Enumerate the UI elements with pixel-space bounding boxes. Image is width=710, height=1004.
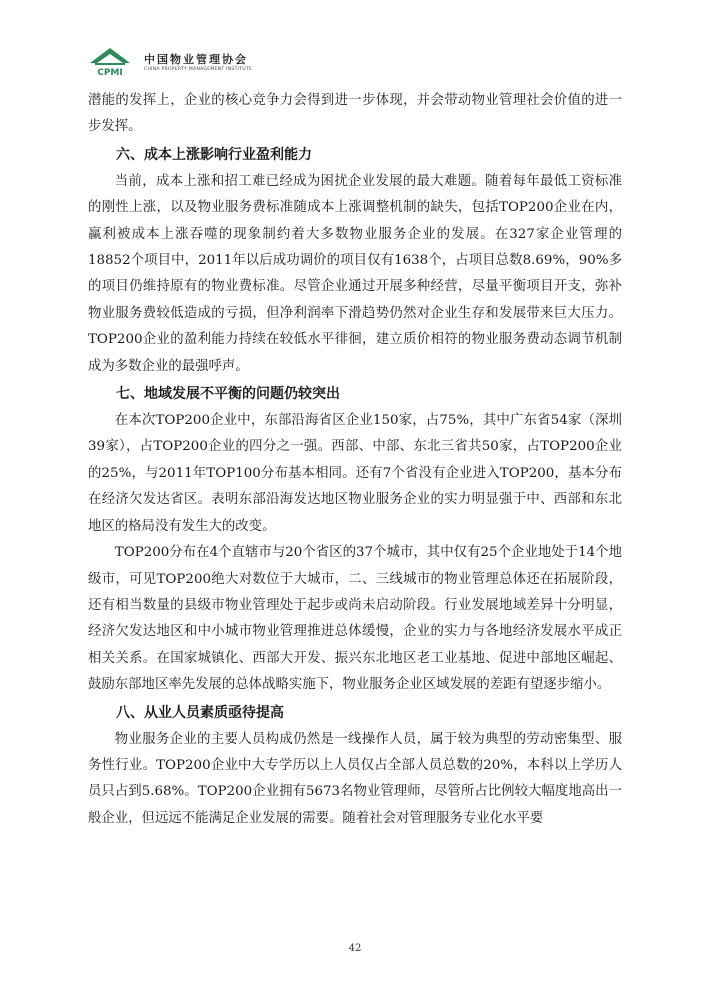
paragraph-section-6: 当前，成本上涨和招工难已经成为困扰企业发展的最大难题。随着每年最低工资标准的刚性上涨，以及物业服务费标准随成本上涨调整机制的缺失，包括TOP200企业在内，赢利被成本上涨吞噬的现象制约着大多数物业服务企业的发展。在327家企业管理的18852个项目中，2011年以后成功调价的项目仅有1638个，占项目总数8.69%，90%多的项目仍维持原有的物业费标准。尽管企业通过开展多种经营，尽量平衡项目开支，弥补物业服务费较低造成的亏损，但净利润率下滑趋势仍然对企业生存和发展带来巨大压力。TOP200企业的盈利能力持续在较低水平徘徊，建立质价相符的物业服务费动态调节机制成为多数企业的最强呼声。: [88, 173, 622, 374]
section-heading-8: 八、从业人员素质亟待提高: [116, 704, 284, 721]
section-heading-6: 六、成本上涨影响行业盈利能力: [116, 146, 312, 163]
paragraph-continued: 潜能的发挥上，企业的核心竞争力会得到进一步体现，并会带动物业管理社会价值的进一步发挥。: [88, 93, 622, 135]
page-header: [88, 46, 628, 80]
cpmi-logo-icon: [88, 46, 132, 80]
document-body: [88, 88, 622, 832]
page-number: 42: [348, 943, 362, 954]
paragraph-section-7b: TOP200分布在4个直辖市与20个省区的37个城市，其中仅有25个企业地处于14个地级市，可见TOP200绝大对数位于大城市，二、三线城市的物业管理总体还在拓展阶段，还有相当数量的县级市物业管理处于起步或尚未启动阶段。行业发展地域差异十分明显，经济欠发达地区和中小城市物业管理推进总体缓慢，企业的实力与各地经济发展水平成正相关关系。在国家城镇化、西部大开发、振兴东北地区老工业基地、促进中部地区崛起、鼓励东部地区率先发展的总体战略实施下，物业服务企业区域发展的差距有望逐步缩小。: [88, 545, 622, 693]
section-heading-7: 七、地域发展不平衡的问题仍较突出: [116, 386, 340, 403]
logo-text: CPMI: [97, 68, 123, 78]
org-name-cn: 中国物业管理协会: [144, 53, 248, 66]
org-name-en: CHINA PROPERTY MANAGEMENT INSTITUTE: [144, 67, 253, 72]
paragraph-section-8: 物业服务企业的主要人员构成仍然是一线操作人员，属于较为典型的劳动密集型、服务性行业。TOP200企业中大专学历以上人员仅占全部人员总数的20%，本科以上学历人员只占到5.68%。TOP200企业拥有5673名物业管理师，尽管所占比例较大幅度地高出一般企业，但远远不能满足企业发展的需要。随着社会对管理服务专业化水平要: [88, 731, 622, 826]
paragraph-section-7a: 在本次TOP200企业中，东部沿海省区企业150家，占75%，其中广东省54家（深圳39家），占TOP200企业的四分之一强。西部、中部、东北三省共50家，占TOP200企业的25%，与2011年TOP100分布基本相同。还有7个省没有企业进入TOP200，基本分布在经济欠发达省区。表明东部沿海发达地区物业服务企业的实力明显强于中、西部和东北地区的格局没有发生大的改变。: [88, 413, 622, 534]
